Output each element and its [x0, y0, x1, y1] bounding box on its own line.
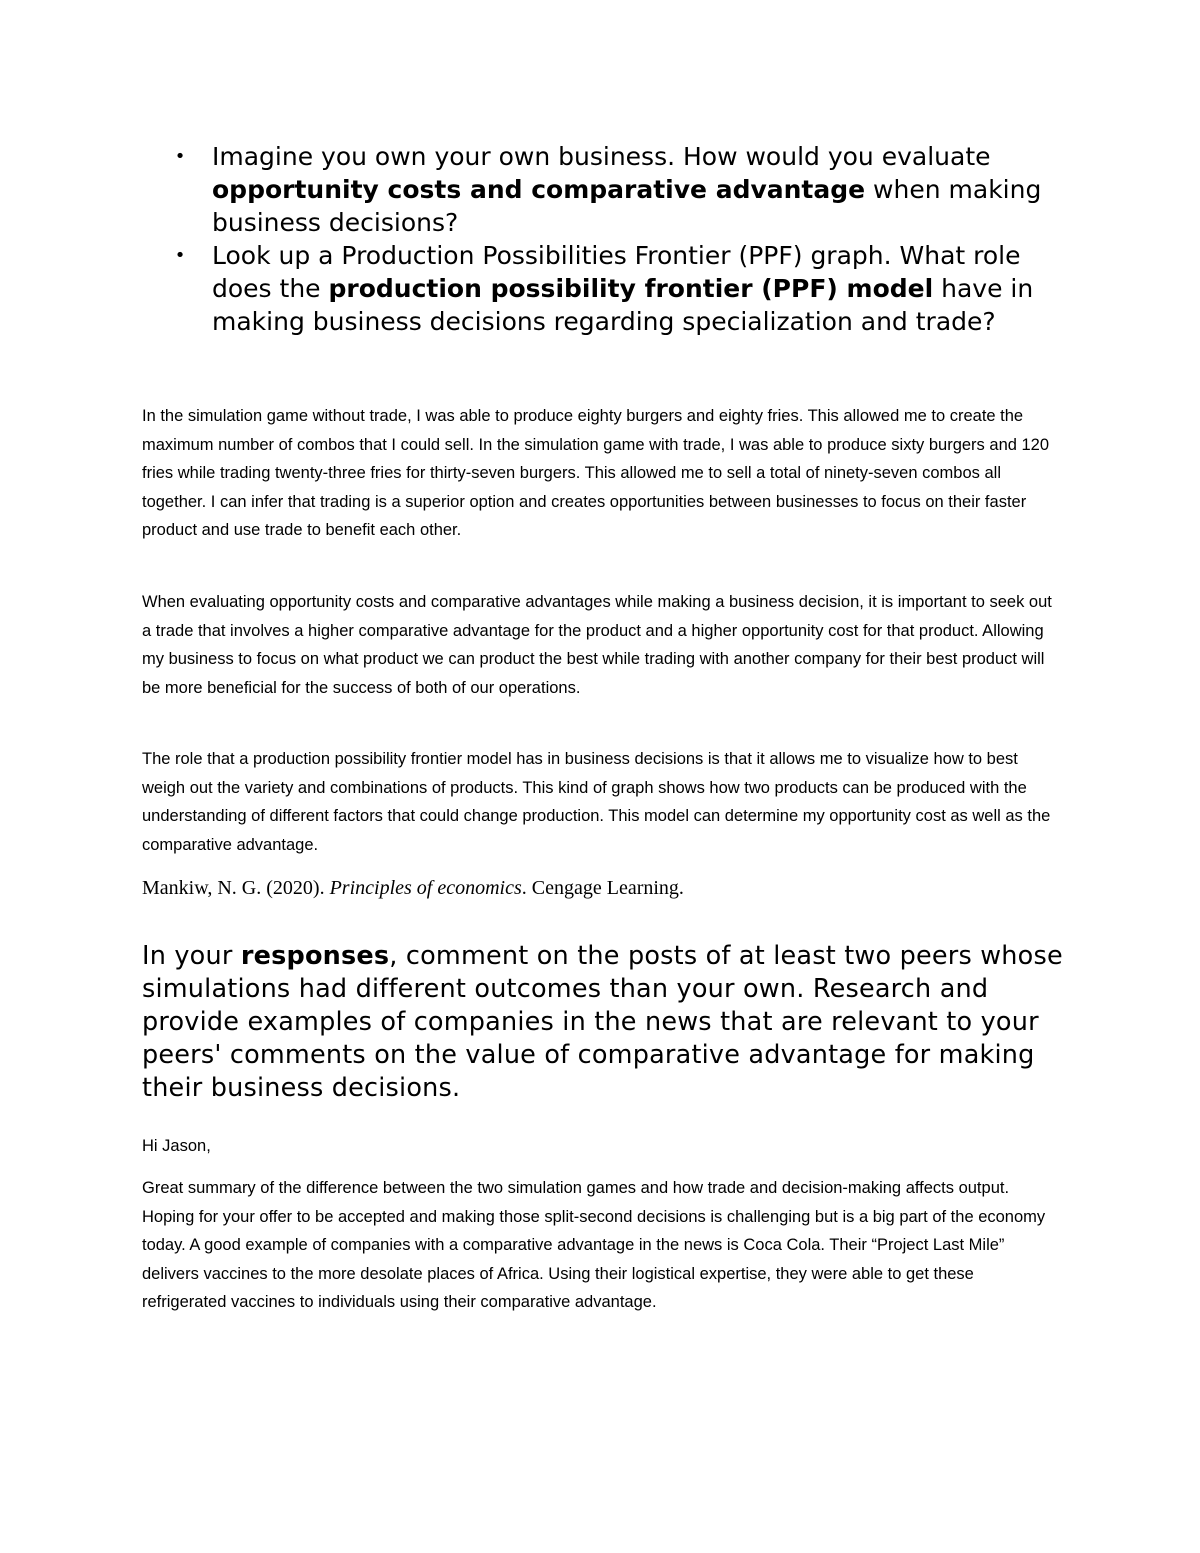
citation [142, 872, 1062, 904]
reply-greeting: Hi Jason, [142, 1137, 211, 1155]
question-text: when making business decisions? [212, 175, 1042, 237]
post-paragraph-2: When evaluating opportunity costs and comparative advantages while making a business decision, it is important to seek out a trade that involves a higher comparative advantage for the product and a higher opportunity cost for that product. Allowing my business to focus on what product we can product the best while trading with another company for their best product will be more beneficial for the success of both of our operations. [142, 593, 1052, 697]
post-paragraph-3: The role that a production possibility frontier model has in business decisions is that it allows me to visualize how to best weigh out the variety and combinations of products. This kind of graph shows how two products can be produced with the understanding of different factors that could change production. This model can determine my opportunity cost as well as the comparative advantage. [142, 750, 1051, 854]
question-text: Look up a Production Possibilities Frontier (PPF) graph. What role does the [212, 241, 1021, 303]
prompt-text: , comment on the posts of at least two peers whose simulations had different outcomes than your own. Research and provide examples of companies in the news that are relevant to your peers' comments on the value of comparative advantage for making their business decisions. [142, 941, 1063, 1103]
prompt-bold-text: responses [240, 941, 390, 971]
question-bold-text: opportunity costs and comparative advantage [212, 175, 866, 204]
bullet-icon: • [174, 146, 186, 167]
question-list [172, 140, 1072, 338]
citation-title: Principles of economics [329, 877, 522, 899]
question-bold-text: production possibility frontier (PPF) model [328, 274, 934, 303]
question-item [172, 140, 1072, 239]
citation-author: Mankiw, N. G. (2020). [142, 877, 330, 899]
prompt-text: In your [142, 941, 241, 971]
question-text: Imagine you own your own business. How would you evaluate [212, 142, 991, 171]
citation-publisher: . Cengage Learning. [521, 877, 684, 899]
response-prompt [142, 940, 1082, 1105]
question-item [172, 239, 1072, 338]
question-text: have in making business decisions regarding specialization and trade? [212, 274, 1034, 336]
post-paragraph-1: In the simulation game without trade, I was able to produce eighty burgers and eighty fries. This allowed me to create the maximum number of combos that I could sell. In the simulation game with trade, I was able to produce sixty burgers and 120 fries while trading twenty-three fries for thirty-seven burgers. This allowed me to sell a total of ninety-seven combos all together. I can infer that trading is a superior option and creates opportunities between businesses to focus on their faster product and use trade to benefit each other. [142, 407, 1050, 539]
reply-body: Great summary of the difference between the two simulation games and how trade and decision-making affects output. Hoping for your offer to be accepted and making those split-second decisions is challenging but is a big part of the economy today. A good example of companies with a comparative advantage in the news is Coca Cola. Their “Project Last Mile” delivers vaccines to the more desolate places of Africa. Using their logistical expertise, they were able to get these refrigerated vaccines to individuals using their comparative advantage. [142, 1179, 1046, 1311]
bullet-icon: • [174, 245, 186, 266]
